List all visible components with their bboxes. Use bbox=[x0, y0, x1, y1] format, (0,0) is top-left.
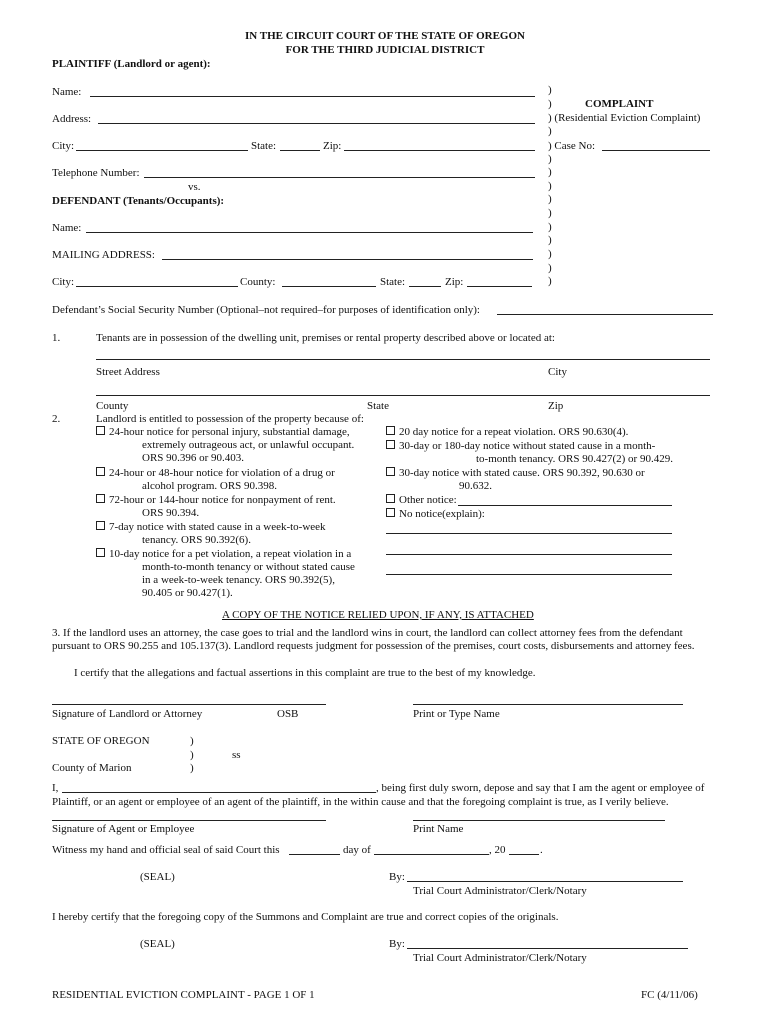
certify-text: I certify that the allegations and factual assertions in this complaint are true to the best of my knowledge. bbox=[74, 667, 536, 679]
oath-line1: , being first duly sworn, depose and say that I am the agent or employee of bbox=[376, 782, 705, 794]
plaintiff-city-label: City: bbox=[52, 140, 75, 152]
state-label: State bbox=[367, 400, 389, 412]
case-no-label: ) Case No: bbox=[548, 140, 596, 152]
explain-field-3[interactable] bbox=[386, 574, 672, 575]
admin-label-2: Trial Court Administrator/Clerk/Notary bbox=[413, 952, 587, 964]
witness-text-3: , 20 bbox=[489, 844, 506, 856]
explain-field-2[interactable] bbox=[386, 554, 672, 555]
checkbox-icon[interactable] bbox=[386, 467, 395, 476]
affiant-name-field[interactable] bbox=[62, 792, 376, 793]
option-20day[interactable]: 20 day notice for a repeat violation. ORS 90.630(4). bbox=[386, 426, 628, 439]
section2-intro: Landlord is entitled to possession of the property because of: bbox=[96, 413, 364, 425]
option-nonpayment[interactable]: 72-hour or 144-hour notice for nonpayment of rent. ORS 90.394. bbox=[96, 494, 336, 520]
plaintiff-zip-field[interactable] bbox=[344, 150, 535, 151]
plaintiff-phone-label: Telephone Number: bbox=[52, 167, 140, 179]
witness-month-field[interactable] bbox=[374, 854, 489, 855]
venue-state: STATE OF OREGON bbox=[52, 735, 150, 747]
defendant-heading: DEFENDANT (Tenants/Occupants): bbox=[52, 195, 225, 207]
witness-text-1: Witness my hand and official seal of said Court this bbox=[52, 844, 280, 856]
other-notice-field[interactable] bbox=[458, 505, 672, 506]
option-7day[interactable]: 7-day notice with stated cause in a week-to-week tenancy. ORS 90.392(6). bbox=[96, 521, 326, 547]
witness-text-4: . bbox=[540, 844, 543, 856]
vs-label: vs. bbox=[188, 181, 201, 193]
oath-line2: Plaintiff, or an agent or employee of an agent of the plaintiff, in the within cause and that the foregoing complaint is true, as I verily believe. bbox=[52, 796, 669, 808]
agent-print-name-field[interactable] bbox=[413, 820, 665, 821]
checkbox-icon[interactable] bbox=[386, 426, 395, 435]
plaintiff-address-label: Address: bbox=[52, 113, 92, 125]
defendant-county-field[interactable] bbox=[282, 286, 376, 287]
defendant-city-field[interactable] bbox=[76, 286, 238, 287]
section2-number: 2. bbox=[52, 413, 61, 425]
checkbox-icon[interactable] bbox=[386, 508, 395, 517]
seal-label-2: (SEAL) bbox=[140, 938, 175, 950]
seal-label-1: (SEAL) bbox=[140, 871, 175, 883]
witness-year-field[interactable] bbox=[509, 854, 539, 855]
venue-paren-1: ) bbox=[190, 735, 194, 747]
section3-line1: 3. If the landlord uses an attorney, the case goes to trial and the landlord wins in court, the landlord can collect attorney fees from the defendant bbox=[52, 627, 683, 639]
plaintiff-state-field[interactable] bbox=[280, 150, 320, 151]
copy-certify: I hereby certify that the foregoing copy of the Summons and Complaint are true and correct copies of the originals. bbox=[52, 911, 559, 923]
agent-signature-field[interactable] bbox=[52, 820, 326, 821]
ssn-field[interactable] bbox=[497, 314, 713, 315]
by-label-2: By: bbox=[389, 938, 405, 950]
print-name-field[interactable] bbox=[413, 704, 683, 705]
footer-form-code: FC (4/11/06) bbox=[641, 989, 698, 1001]
venue-county: County of Marion bbox=[52, 762, 132, 774]
section3-line2: pursuant to ORS 90.255 and 105.137(3). Landlord requests judgment for possession of the premises, court costs, disbursements and attorney fees. bbox=[52, 640, 695, 652]
plaintiff-name-label: Name: bbox=[52, 86, 82, 98]
by-label-1: By: bbox=[389, 871, 405, 883]
agent-signature-label: Signature of Agent or Employee bbox=[52, 823, 195, 835]
plaintiff-state-label: State: bbox=[251, 140, 277, 152]
option-drug-alcohol[interactable]: 24-hour or 48-hour notice for violation of a drug or alcohol program. ORS 90.398. bbox=[96, 467, 335, 493]
signature-label: Signature of Landlord or Attorney bbox=[52, 708, 203, 720]
zip-label: Zip bbox=[548, 400, 564, 412]
venue-paren-3: ) bbox=[190, 762, 194, 774]
defendant-state-label: State: bbox=[380, 276, 406, 288]
checkbox-icon[interactable] bbox=[386, 440, 395, 449]
option-24hr-injury[interactable]: 24-hour notice for personal injury, substantial damage, extremely outrageous act, or unlawful occupant. ORS 90.396 or 90.403. bbox=[96, 426, 354, 465]
defendant-mailing-label: MAILING ADDRESS: bbox=[52, 249, 155, 261]
city-label: City bbox=[548, 366, 567, 378]
case-no-field[interactable] bbox=[602, 150, 710, 151]
venue-ss: ss bbox=[232, 749, 241, 761]
court-title-line2: FOR THE THIRD JUDICIAL DISTRICT bbox=[285, 44, 485, 56]
plaintiff-heading: PLAINTIFF (Landlord or agent): bbox=[52, 58, 211, 70]
checkbox-icon[interactable] bbox=[96, 426, 105, 435]
witness-text-2: day of bbox=[343, 844, 371, 856]
county-label: County bbox=[96, 400, 129, 412]
checkbox-icon[interactable] bbox=[96, 467, 105, 476]
notice-attached: A COPY OF THE NOTICE RELIED UPON, IF ANY, IS ATTACHED bbox=[222, 609, 534, 621]
plaintiff-name-field[interactable] bbox=[90, 96, 535, 97]
premises-address-line1[interactable] bbox=[96, 359, 710, 360]
clerk-signature-field-1[interactable] bbox=[407, 881, 683, 882]
defendant-zip-field[interactable] bbox=[467, 286, 532, 287]
defendant-state-field[interactable] bbox=[409, 286, 441, 287]
print-name-label: Print or Type Name bbox=[413, 708, 500, 720]
option-30-180day[interactable]: 30-day or 180-day notice without stated cause in a month- to-month tenancy. ORS 90.427(2) or 90.429. bbox=[386, 440, 673, 466]
defendant-name-label: Name: bbox=[52, 222, 82, 234]
checkbox-icon[interactable] bbox=[96, 548, 105, 557]
ssn-label: Defendant’s Social Security Number (Optional–not required–for purposes of identification only): bbox=[52, 304, 480, 316]
explain-field-1[interactable] bbox=[386, 533, 672, 534]
plaintiff-phone-field[interactable] bbox=[144, 177, 535, 178]
landlord-signature-field[interactable] bbox=[52, 704, 326, 705]
admin-label-1: Trial Court Administrator/Clerk/Notary bbox=[413, 885, 587, 897]
defendant-county-label: County: bbox=[240, 276, 276, 288]
complaint-title: COMPLAINT bbox=[585, 98, 654, 110]
clerk-signature-field-2[interactable] bbox=[407, 948, 688, 949]
premises-address-line2[interactable] bbox=[96, 395, 710, 396]
footer-title: RESIDENTIAL EVICTION COMPLAINT - PAGE 1 OF 1 bbox=[52, 989, 315, 1001]
osb-label: OSB bbox=[277, 708, 299, 720]
defendant-mailing-field[interactable] bbox=[162, 259, 533, 260]
witness-day-field[interactable] bbox=[289, 854, 340, 855]
checkbox-icon[interactable] bbox=[386, 494, 395, 503]
venue-paren-2: ) bbox=[190, 749, 194, 761]
court-title-line1: IN THE CIRCUIT COURT OF THE STATE OF OREGON bbox=[245, 30, 525, 42]
plaintiff-city-field[interactable] bbox=[76, 150, 248, 151]
checkbox-icon[interactable] bbox=[96, 521, 105, 530]
plaintiff-address-field[interactable] bbox=[98, 123, 535, 124]
option-no-notice[interactable]: No notice(explain): bbox=[386, 508, 485, 521]
oath-i: I, bbox=[52, 782, 59, 794]
section1-text: Tenants are in possession of the dwelling unit, premises or rental property described above or located at: bbox=[96, 332, 555, 344]
option-30day-cause[interactable]: 30-day notice with stated cause. ORS 90.392, 90.630 or 90.632. bbox=[386, 467, 645, 493]
section1-number: 1. bbox=[52, 332, 61, 344]
defendant-zip-label: Zip: bbox=[445, 276, 464, 288]
defendant-name-field[interactable] bbox=[86, 232, 533, 233]
defendant-city-label: City: bbox=[52, 276, 75, 288]
option-10day[interactable]: 10-day notice for a pet violation, a repeat violation in a month-to-month tenancy or without stated cause in a week-to-week tenancy. ORS 90.392(5), 90.405 or 90.427(1). bbox=[96, 548, 355, 600]
checkbox-icon[interactable] bbox=[96, 494, 105, 503]
option-other-notice[interactable]: Other notice: bbox=[386, 494, 457, 507]
plaintiff-zip-label: Zip: bbox=[323, 140, 342, 152]
street-address-label: Street Address bbox=[96, 366, 160, 378]
agent-print-label: Print Name bbox=[413, 823, 464, 835]
complaint-subtitle: ) (Residential Eviction Complaint) bbox=[548, 112, 701, 124]
